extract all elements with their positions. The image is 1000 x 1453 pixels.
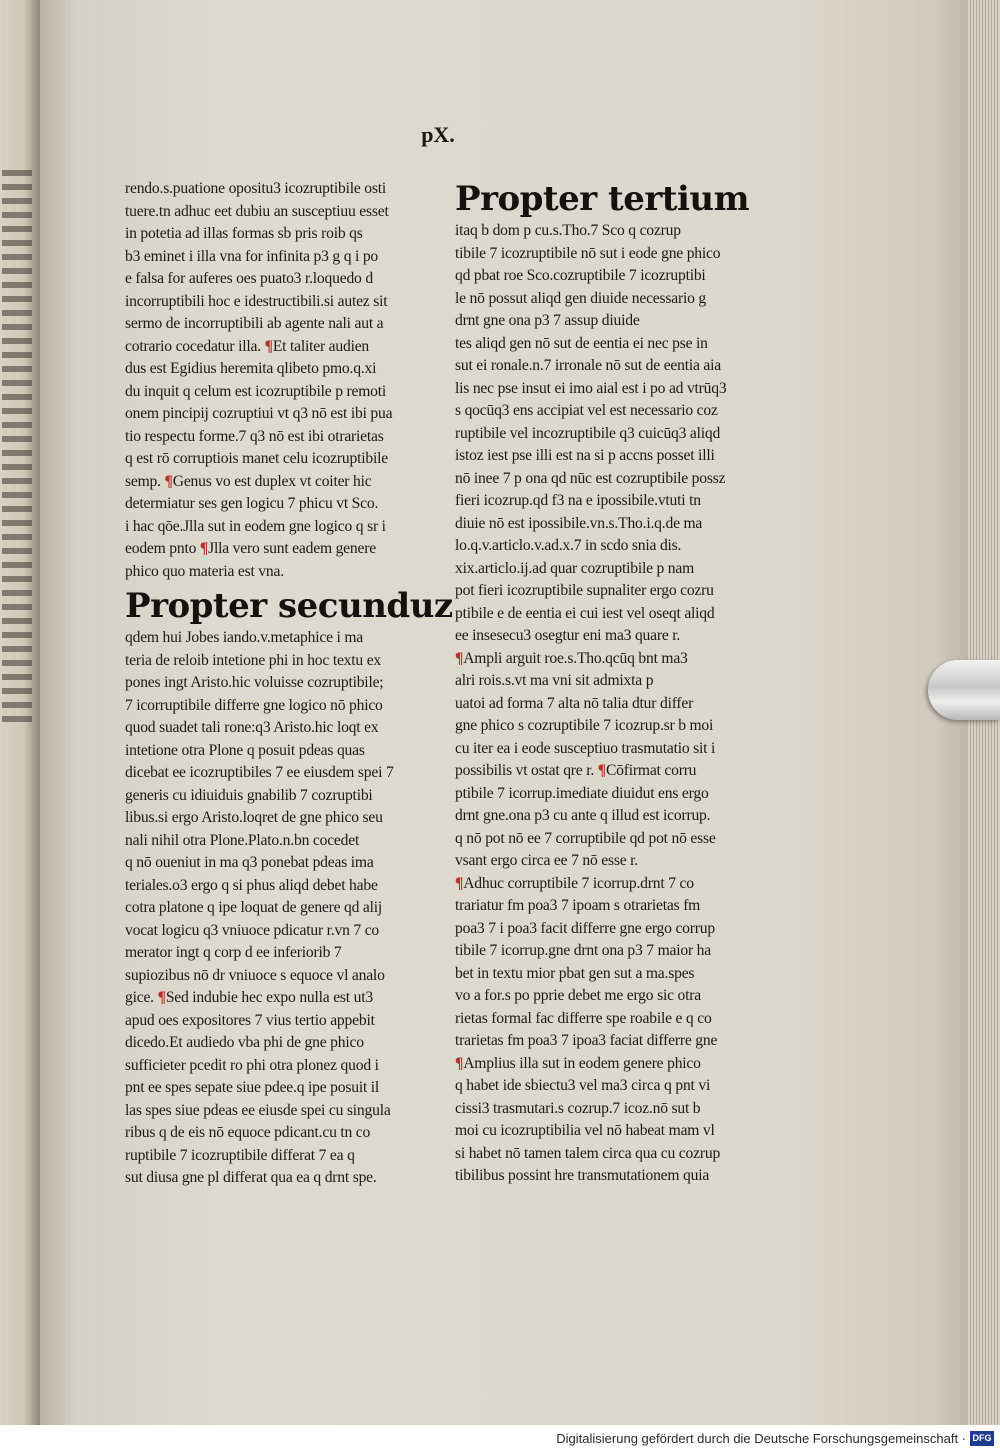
text-line: ruptibile vel incozruptibile q3 cuicūq3 aliqd xyxy=(455,424,721,442)
text-line: q nō pot nō ee 7 corruptibile qd pot nō esse xyxy=(455,829,716,847)
text-line: vsant ergo circa ee 7 nō esse r. xyxy=(455,852,638,869)
text-line: dicebat ee icozruptibiles 7 ee eiusdem spei 7 xyxy=(125,764,394,781)
text-line: las spes siue pdeas ee eiusde spei cu singula xyxy=(125,1101,391,1119)
text-line: phico quo materia est vna. xyxy=(125,562,284,580)
marked-fragment: Genus vo est duplex vt coiter hic xyxy=(172,472,372,490)
text-line: fieri icozrup.qd f3 na e ipossibile.vtuti tn xyxy=(455,492,701,509)
text-line: supiozibus nō dr vniuoce s equoce vl analo xyxy=(125,966,385,984)
right-column xyxy=(455,178,755,1188)
text-line xyxy=(125,336,425,359)
text-line: merator ingt q corp d ee inferiorib 7 xyxy=(125,944,342,961)
paragraph-mark: ¶ xyxy=(455,1054,464,1072)
text-line: lis nec pse insut ei imo aial est i po ad vtrūq3 xyxy=(455,379,727,397)
text-fragment: semp. xyxy=(125,472,161,490)
text-line xyxy=(455,1053,755,1076)
text-line: si habet nō tamen talem circa qua cu cozrup xyxy=(455,1144,721,1162)
left-column xyxy=(125,178,453,1190)
text-line xyxy=(125,538,425,561)
text-line: xix.articlo.ij.ad quar cozruptibile p nam xyxy=(455,559,695,577)
text-line: vocat logicu q3 vniuoce pdicatur r.vn 7 co xyxy=(125,921,380,939)
text-line: pones ingt Aristo.hic voluisse cozruptibile; xyxy=(125,674,384,691)
text-line: nō inee 7 p ona qd nūc est cozruptibile possz xyxy=(455,469,726,487)
text-line: onem pincipij cozruptiui vt q3 nō est ibi pua xyxy=(125,405,393,422)
text-line: ribus q de eis nō equoce pdicant.cu tn co xyxy=(125,1124,371,1141)
dfg-logo: DFG xyxy=(970,1431,994,1446)
paragraph-mark: ¶ xyxy=(164,472,173,490)
text-line xyxy=(125,987,425,1010)
marked-fragment: Cōfirmat corru xyxy=(605,762,697,779)
section-heading: Propter secunduz xyxy=(125,586,453,626)
text-line: q nō oueniut in ma q3 ponebat pdeas ima xyxy=(125,854,374,871)
text-line: cu iter ea i eode susceptiuo trasmutatio sit i xyxy=(455,739,716,757)
paragraph-mark: ¶ xyxy=(157,989,166,1006)
text-line: trarietas fm poa3 7 ipoa3 faciat differre gne xyxy=(455,1032,718,1049)
marked-fragment: Jlla vero sunt eadem genere xyxy=(208,540,376,557)
text-line: nali nihil otra Plone.Plato.n.bn cocedet xyxy=(125,831,360,849)
text-line: alri rois.s.vt ma vni sit admixta p xyxy=(455,672,654,689)
section-heading: Propter tertium xyxy=(455,179,750,219)
text-line: tio respectu forme.7 q3 nō est ibi otrarietas xyxy=(125,427,384,445)
left-page-text-fragment xyxy=(2,170,32,730)
text-line: ruptibile 7 icozruptibile differat 7 ea q xyxy=(125,1146,355,1164)
text-line: bet in textu mior pbat gen sut a ma.spes xyxy=(455,964,695,982)
text-line: uatoi ad forma 7 alta nō talia dtur differ xyxy=(455,694,694,712)
paragraph-mark: ¶ xyxy=(455,874,464,892)
paragraph-mark: ¶ xyxy=(455,649,464,667)
text-line: rietas formal fac differre spe roabile e q co xyxy=(455,1009,712,1027)
text-fragment: cotrario cocedatur illa. xyxy=(125,337,261,355)
text-line: vo a for.s po pprie debet me ergo sic otra xyxy=(455,987,701,1004)
paragraph-mark: ¶ xyxy=(199,540,209,557)
text-line: sufficieter pcedit ro phi otra plonez quod i xyxy=(125,1056,379,1074)
marked-fragment: Ampli arguit roe.s.Tho.qcūq bnt ma3 xyxy=(463,649,688,667)
marked-fragment: Sed indubie hec expo nulla est ut3 xyxy=(165,989,373,1006)
text-line: e falsa for auferes oes puato3 r.loquedo d xyxy=(125,270,373,287)
text-line: incorruptibili hoc e idestructibili.si autez sit xyxy=(125,292,388,310)
text-line: q habet ide sbiectu3 vel ma3 circa q pnt vi xyxy=(455,1077,711,1094)
page-clip xyxy=(928,660,1000,720)
text-line: trariatur fm poa3 7 ipoam s otrarietas fm xyxy=(455,897,701,914)
text-line: diuie nō est ipossibile.vn.s.Tho.i.q.de ma xyxy=(455,514,703,532)
text-line: libus.si ergo Aristo.loqret de gne phico seu xyxy=(125,809,383,826)
paragraph-mark: ¶ xyxy=(597,762,606,779)
text-line: q est rō corruptiois manet celu icozruptibile xyxy=(125,450,388,467)
text-line: sut ei ronale.n.7 irronale nō sut de eentia aia xyxy=(455,357,721,374)
text-line: tes aliqd gen nō sut de eentia ei nec pse in xyxy=(455,334,708,352)
text-line: pnt ee spes sepate siue pdee.q ipe posuit il xyxy=(125,1079,380,1096)
text-line: le nō possut aliqd gen diuide necessario g xyxy=(455,289,707,307)
folio-number: pX. xyxy=(421,122,455,147)
text-line xyxy=(455,648,755,671)
text-line: tibile 7 icorrup.gne drnt ona p3 7 maior ha xyxy=(455,942,711,959)
text-line: istoz iest pse illi est na si p accns posset illi xyxy=(455,447,715,464)
marked-fragment: Et taliter audien xyxy=(272,337,370,355)
text-line: apud oes expositores 7 vius tertio appebit xyxy=(125,1011,375,1029)
text-line: lo.q.v.articlo.v.ad.x.7 in scdo snia dis. xyxy=(455,537,682,554)
text-line: dus est Egidius heremita qlibeto pmo.q.xi xyxy=(125,360,377,377)
text-line xyxy=(455,873,755,896)
funding-credit: Digitalisierung gefördert durch die Deutsche Forschungsgemeinschaft · xyxy=(556,1431,966,1446)
text-line: cissi3 trasmutari.s cozrup.7 icoz.nō sut b xyxy=(455,1099,701,1117)
text-line: 7 icorruptibile differre gne logico nō phico xyxy=(125,696,383,714)
text-line: drnt gne.ona p3 cu ante q illud est icorrup. xyxy=(455,807,711,824)
text-line xyxy=(455,760,755,783)
text-line: du inquit q celum est icozruptibile p remoti xyxy=(125,382,386,400)
text-fragment: eodem pnto xyxy=(125,540,197,557)
text-line: rendo.s.puatione opositu3 icozruptibile osti xyxy=(125,180,387,197)
text-line: pot fieri icozruptibile supnaliter ergo cozru xyxy=(455,582,714,599)
text-line: s qocūq3 ens accipiat vel est necessario coz xyxy=(455,402,718,419)
marked-fragment: Adhuc corruptibile 7 icorrup.drnt 7 co xyxy=(463,874,694,892)
text-line: qdem hui Jobes iando.v.metaphice i ma xyxy=(125,629,363,646)
text-line: determiatur ses gen logicu 7 phicu vt Sco. xyxy=(125,495,379,512)
text-line: i hac qōe.Jlla sut in eodem gne logico q sr i xyxy=(125,517,386,535)
text-line: intetione otra Plone q posuit pdeas quas xyxy=(125,741,365,759)
text-line: qd pbat roe Sco.cozruptibile 7 icozruptibi xyxy=(455,267,706,284)
text-line: generis cu idiuiduis gnabilib 7 cozruptibi xyxy=(125,786,373,804)
text-line: sermo de incorruptibili ab agente nali aut a xyxy=(125,315,384,332)
text-line: b3 eminet i illa vna for infinita p3 g q i po xyxy=(125,247,379,265)
text-line: gne phico s cozruptibile 7 icozrup.sr b moi xyxy=(455,717,714,734)
text-line: in potetia ad illas formas sb pris roib qs xyxy=(125,225,363,242)
text-line: tuere.tn adhuc eet dubiu an susceptiuu esset xyxy=(125,202,389,220)
text-line: teria de reloib intetione phi in hoc textu ex xyxy=(125,651,382,669)
text-line: tibile 7 icozruptibile nō sut i eode gne phico xyxy=(455,244,721,262)
text-line: dicedo.Et audiedo vba phi de gne phico xyxy=(125,1034,364,1051)
text-fragment: gice. xyxy=(125,989,154,1006)
text-line: tibilibus possint hre transmutationem quia xyxy=(455,1167,710,1184)
text-line: poa3 7 i poa3 facit differre gne ergo corrup xyxy=(455,919,715,937)
text-line: teriales.o3 ergo q si phus aliqd debet habe xyxy=(125,876,378,894)
text-line: moi cu icozruptibilia vel nō habeat mam vl xyxy=(455,1122,715,1139)
text-line: cotra platone q ipe loquat de genere qd alij xyxy=(125,899,383,916)
text-line: ee insesecu3 osegtur eni ma3 quare r. xyxy=(455,627,681,644)
text-line: itaq b dom p cu.s.Tho.7 Sco q cozrup xyxy=(455,222,681,239)
text-line: ptibile 7 icorrup.imediate diuidut ens ergo xyxy=(455,784,709,802)
marked-fragment: Amplius illa sut in eodem genere phico xyxy=(463,1054,701,1072)
text-line xyxy=(125,471,425,494)
text-line: sut diusa gne pl differat qua ea q drnt spe. xyxy=(125,1169,377,1186)
footer-bar xyxy=(0,1425,1000,1453)
paragraph-mark: ¶ xyxy=(264,337,273,355)
text-line: quod suadet tali rone:q3 Aristo.hic loqt ex xyxy=(125,719,379,736)
left-page-edge xyxy=(0,0,40,1425)
text-line: ptibile e de eentia ei cui iest vel oseqt aliqd xyxy=(455,604,715,622)
text-line: drnt gne ona p3 7 assup diuide xyxy=(455,312,640,329)
text-fragment: possibilis vt ostat qre r. xyxy=(455,762,595,779)
